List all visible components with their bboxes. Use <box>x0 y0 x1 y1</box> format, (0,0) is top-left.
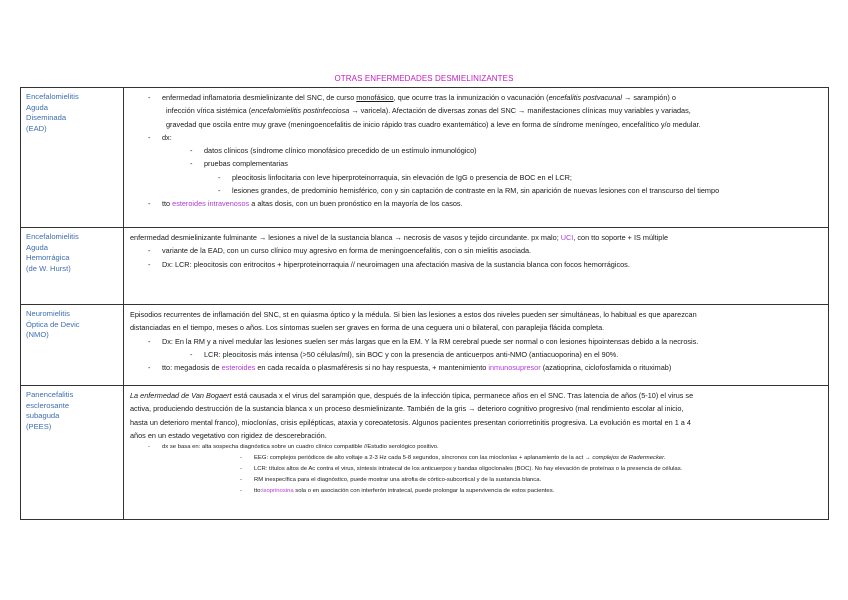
list-item: activa, produciendo destrucción de la sustancia blanca x un proceso desmielinizante. También de la gris → deterioro cognitivo progresivo (mal rendimiento escolar al inicio, <box>130 404 684 414</box>
list-item: gravedad que oscila entre muy grave (meningoencefalitis de inicio rápido tras cuadro exantemático) a leve en forma de síndrome meníngeo, encefalítico y/o medular. <box>166 119 701 129</box>
list-item: - dx: <box>148 132 172 142</box>
row-content-nmo <box>124 305 829 386</box>
diseases-table <box>20 87 829 520</box>
list-item: - tto:isoprinosina sola o en asociación con interferón intratecal, puede prolongar la supervivencia de estos pacientes. <box>240 488 555 495</box>
row-name-nmo: Neuromielitis Óptica de Devic (NMO) <box>21 305 124 386</box>
row-content-ead <box>124 88 829 228</box>
row-name-pees: Panencefalitis esclerosante subaguda (PEES) <box>21 386 124 520</box>
list-item: - LCR: pleocitosis más intensa (>50 células/ml), sin BOC y con la presencia de anticuerpos anti-NMO (antiacuoporina) en el 90%. <box>190 349 619 359</box>
table-row-ead <box>21 88 829 228</box>
list-item: hasta un deterioro mental franco), mioclonías, crisis epilépticas, ataxia y coreoatetosis. Algunos pacientes presentan coriorretinitis progresiva. La evolución es mortal en 1 a 4 <box>130 417 691 427</box>
list-item: - tto esteroides intravenosos a altas dosis, con un buen pronóstico en la mayoría de los casos. <box>148 199 463 209</box>
list-item: - dx se basa en: alta sospecha diagnóstica sobre un cuadro clínico compatible //Estudio serológico positivo. <box>148 444 439 451</box>
row-content-pees <box>124 386 829 520</box>
list-item: - datos clínicos (síndrome clínico monofásico precedido de un estímulo inmunológico) <box>190 146 477 156</box>
row-name-ead: Encefalomielitis Aguda Diseminada (EAD) <box>21 88 124 228</box>
row-content-hurst <box>124 228 829 305</box>
list-item: - EEG: complejos periódicos de alto voltaje a 2-3 Hz cada 5-8 segundos, síncronos con las mioclonías + aplanamiento de la act → complejos de Radermecker. <box>240 455 666 462</box>
list-item: - variante de la EAD, con un curso clínico muy agresivo en forma de meningoencefalitis, con o sin mielitis asociada. <box>148 246 532 256</box>
list-item: - lesiones grandes, de predominio hemisférico, con y sin captación de contraste en la RM, sin aparición de nuevas lesiones con el transcurso del tiempo <box>218 186 720 196</box>
table-row-pees <box>21 386 829 520</box>
list-item: - LCR: títulos altos de Ac contra el virus, síntesis intratecal de los anticuerpos y bandas oligoclonales (BOC). No hay elevación de proteínas o la presencia de células. <box>240 466 683 473</box>
list-item: - Dx: En la RM y a nivel medular las lesiones suelen ser más largas que en la EM. Y la RM cerebral puede ser normal o con lesiones hipointensas debido a la necrosis. <box>148 336 699 346</box>
list-item: - pleocitosis linfocitaria con leve hiperproteinorraquia, sin elevación de IgG o presencia de BOC en el LCR; <box>218 172 572 182</box>
document-title: OTRAS ENFERMEDADES DESMIELINIZANTES <box>334 74 514 83</box>
list-item: La enfermedad de Van Bogaert está causada x el virus del sarampión que, después de la infección típica, permanece años en el SNC. Tras latencia de años (5-10) el virus se <box>130 391 694 400</box>
list-item: - pruebas complementarias <box>190 159 288 169</box>
table-row-hurst <box>21 228 829 305</box>
list-item: años en un estado vegetativo con rigidez de descerebración. <box>130 430 327 440</box>
list-item: - Dx: LCR: pleocitosis con eritrocitos + hiperproteinorraquia // neuroimagen una afectación masiva de la sustancia blanca con focos hemorrágicos. <box>148 259 630 269</box>
list-item: distanciadas en el tiempo, meses o años. Los síntomas suelen ser graves en forma de una ceguera uni o bilateral, con paraplejia flácida completa. <box>130 323 605 333</box>
row-name-hurst: Encefalomielitis Aguda Hemorrágica (de W. Hurst) <box>21 228 124 305</box>
table-row-nmo <box>21 305 829 386</box>
list-item: enfermedad desmielinizante fulminante → lesiones a nivel de la sustancia blanca → necrosis de vasos y tejido circundante. px malo; UCI, con tto soporte + IS múltiple <box>130 233 669 242</box>
list-item: infección vírica sistémica (encefalomielitis postinfecciosa → varicela). Afectación de diversas zonas del SNC → manifestaciones clínicas muy variables y variadas, <box>166 106 691 116</box>
list-item: - RM inespecífica para el diagnóstico, puede mostrar una atrofia de córtico-subcortical y de la sustancia blanca. <box>240 477 542 484</box>
list-item: - tto: megadosis de esteroides en cada recaída o plasmaféresis si no hay respuesta, + mantenimiento inmunosupresor (azatioprina, ciclofosfamida o rituximab) <box>148 363 672 373</box>
list-item: Episodios recurrentes de inflamación del SNC, st en quiasma óptico y la médula. Si bien las lesiones a estos dos niveles pueden ser simultáneas, lo habitual es que aparezcan <box>130 310 697 319</box>
list-item: - enfermedad inflamatoria desmielinizante del SNC, de curso monofásico, que ocurre tras la inmunización o vacunación (encefalitis postvacunal → sarampión) o <box>148 93 676 102</box>
